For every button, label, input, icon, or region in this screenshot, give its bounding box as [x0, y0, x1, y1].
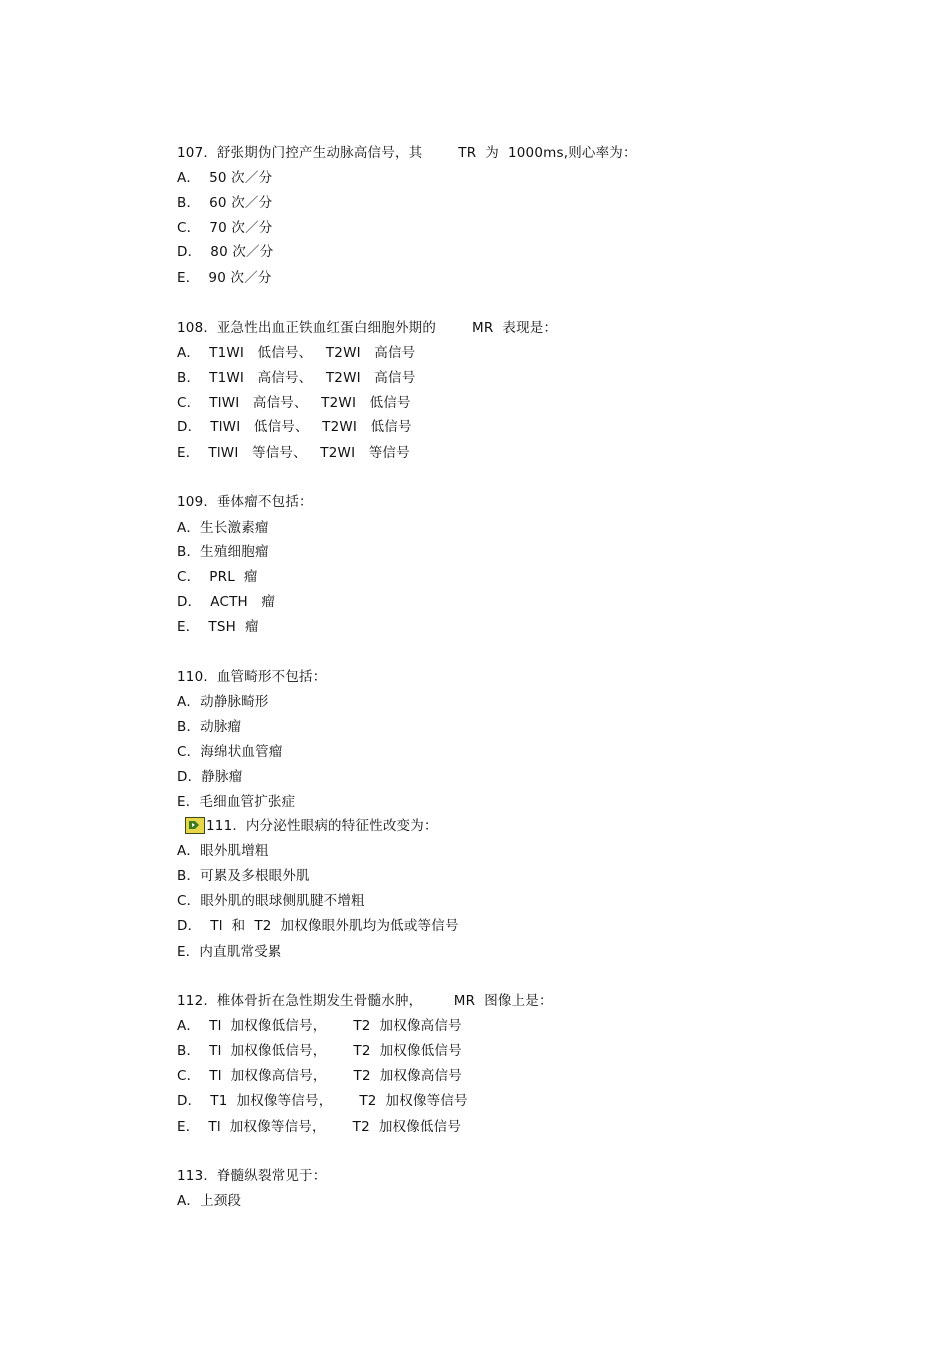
question-112-option-d: D． T1 加权像等信号， T2 加权像等信号 [177, 1093, 468, 1109]
question-110-option-a: A．动静脉畸形 [177, 694, 269, 710]
question-111-option-c: C．眼外肌的眼球侧肌腱不增粗 [177, 893, 365, 909]
question-108-option-c: C． TlWI 高信号、 T2WI 低信号 [177, 395, 411, 411]
question-110-option-d: D．静脉瘤 [177, 769, 243, 785]
question-113-stem: 113. 脊髓纵裂常见于： [177, 1168, 327, 1184]
question-108-option-b: B． T1WI 高信号、 T2WI 高信号 [177, 370, 416, 386]
question-109-stem: 109. 垂体瘤不包括： [177, 494, 313, 510]
question-109-option-b: B．生殖细胞瘤 [177, 544, 269, 560]
question-107-stem: 107. 舒张期伪门控产生动脉高信号，其 TR 为 1000ms,则心率为： [177, 145, 637, 161]
question-107-option-d: D． 80 次／分 [177, 244, 274, 260]
question-108-stem: 108. 亚急性出血正铁血红蛋白细胞外期的 MR 表现是： [177, 320, 558, 336]
question-110-stem: 110. 血管畸形不包括： [177, 669, 327, 685]
question-112-option-e: E． Tl 加权像等信号， T2 加权像低信号 [177, 1119, 462, 1135]
question-110-option-c: C．海绵状血管瘤 [177, 744, 283, 760]
question-112-option-c: C． Tl 加权像高信号， T2 加权像高信号 [177, 1068, 462, 1084]
question-112-option-a: A． Tl 加权像低信号， T2 加权像高信号 [177, 1018, 462, 1034]
question-107-option-b: B． 60 次／分 [177, 195, 273, 211]
question-113-option-a: A．上颈段 [177, 1193, 242, 1209]
question-109-option-d: D． ACTH 瘤 [177, 594, 276, 610]
question-107-option-a: A． 50 次／分 [177, 170, 273, 186]
question-108-option-e: E． TlWI 等信号、 T2WI 等信号 [177, 445, 410, 461]
question-107-option-e: E． 90 次／分 [177, 270, 272, 286]
sticky-note-icon[interactable] [185, 817, 205, 834]
question-108-option-a: A． T1WI 低信号、 T2WI 高信号 [177, 345, 416, 361]
question-109-option-c: C． PRL 瘤 [177, 569, 258, 585]
question-111-option-b: B．可累及多根眼外肌 [177, 868, 310, 884]
question-108-option-d: D． TlWI 低信号、 T2WI 低信号 [177, 419, 412, 435]
question-112-stem: 112. 椎体骨折在急性期发生骨髓水肿， MR 图像上是： [177, 993, 553, 1009]
question-109-option-a: A．生长激素瘤 [177, 520, 269, 536]
question-109-option-e: E． TSH 瘤 [177, 619, 259, 635]
question-107-option-c: C． 70 次／分 [177, 220, 273, 236]
question-110-option-e: E．毛细血管扩张症 [177, 794, 296, 810]
question-111-option-e: E．内直肌常受累 [177, 944, 282, 960]
question-111-option-d: D． Tl 和 T2 加权像眼外肌均为低或等信号 [177, 918, 459, 934]
question-111-option-a: A．眼外肌增粗 [177, 843, 269, 859]
question-111-stem: 111. 内分泌性眼病的特征性改变为： [206, 818, 438, 834]
question-110-option-b: B．动脉瘤 [177, 719, 242, 735]
question-112-option-b: B． Tl 加权像低信号， T2 加权像低信号 [177, 1043, 462, 1059]
